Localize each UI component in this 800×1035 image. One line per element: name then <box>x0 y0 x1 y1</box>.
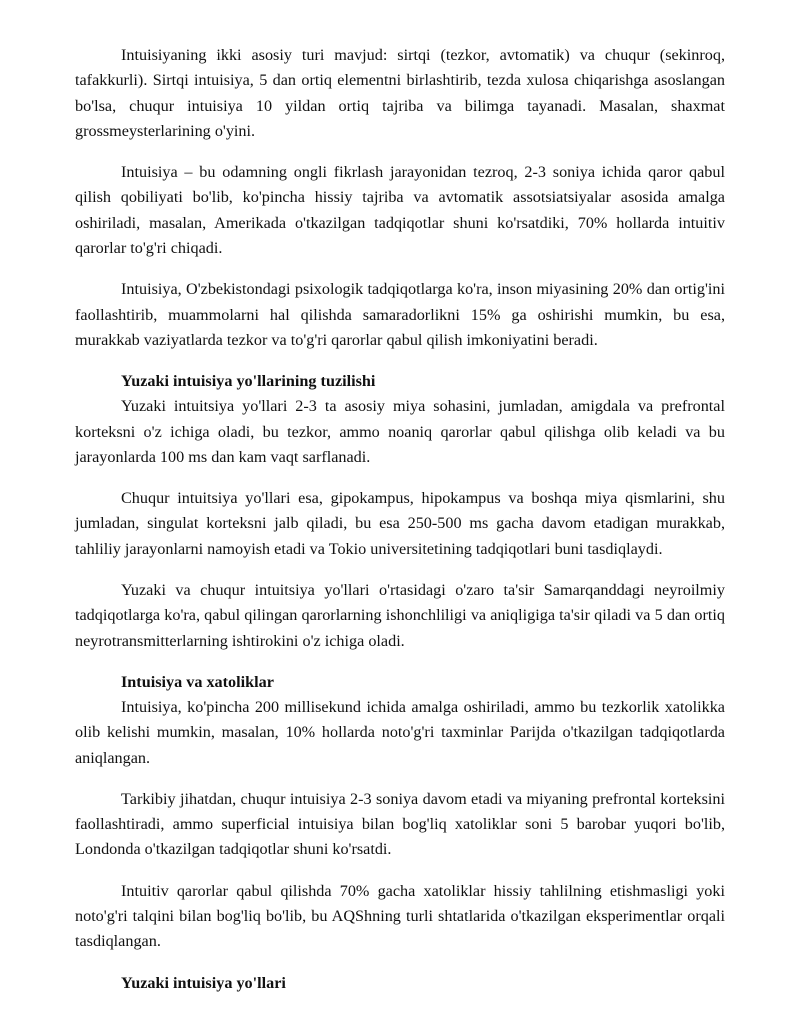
paragraph-errors-london: Tarkibiy jihatdan, chuqur intuisiya 2-3 soniya davom etadi va miyaning prefrontal korteksini faollashtiradi, ammo superficial intuisiya bilan bog'liq xatoliklar soni 5 barobar yuqori bo'lib, Londonda o'tkazilgan tadqiqotlar shuni ko'rsatdi. <box>75 789 725 859</box>
paragraph-spacer <box>75 771 725 787</box>
paragraph-spacer <box>75 144 725 160</box>
paragraph-deep-pathways: Chuqur intuitsiya yo'llari esa, gipokampus, hipokampus va boshqa miya qismlarini, shu jumladan, singulat korteksni jalb qiladi, bu esa 250-500 ms gacha davom etadigan murakkab, tahliliy jarayonlarni namoyish etadi va Tokio universitetining tadqiqotlari buni tasdiqlaydi. <box>75 489 725 558</box>
paragraph-spacer <box>75 562 725 578</box>
section-heading-superficial-structure: Yuzaki intuisiya yo'llarining tuzilishi <box>121 372 376 391</box>
paragraph-pathway-interaction: Yuzaki va chuqur intuitsiya yo'llari o'rtasidagi o'zaro ta'sir Samarqanddagi neyroilmiy tadqiqotlarga ko'ra, qabul qilingan qarorlarning ishonchliligi va aniqligiga ta'sir qiladi va 5 dan ortiq neyrotransmitterlarning ishtirokini o'z ichiga oladi. <box>75 581 725 650</box>
document-page <box>75 43 725 996</box>
paragraph-spacer <box>75 654 725 670</box>
paragraph-spacer <box>75 863 725 879</box>
paragraph-errors-usa: Intuitiv qarorlar qabul qilishda 70% gacha xatoliklar hissiy tahlilning etishmasligi yoki noto'g'ri talqini bilan bog'liq bo'lib, bu AQShning turli shtatlarida o'tkazilgan eksperimentlar orqali tasdiqlangan. <box>75 881 725 951</box>
paragraph-intuition-types: Intuisiyaning ikki asosiy turi mavjud: sirtqi (tezkor, avtomatik) va chuqur (sekinroq, tafakkurli). Sirtqi intuisiya, 5 dan ortiq elementni birlashtirib, tezda xulosa chiqarishga asoslangan bo'lsa, chuqur intuisiya 10 yildan ortiq tajriba va bilimga tayanadi. Masalan, shaxmat grossmeysterlarining o'yini. <box>75 46 725 140</box>
paragraph-errors-paris: Intuisiya, ko'pincha 200 millisekund ichida amalga oshiriladi, ammo bu tezkorlik xatolikka olib kelishi mumkin, masalan, 10% hollarda noto'g'ri taxminlar Parijda o'tkazilgan tadqiqotlarda aniqlangan. <box>75 697 725 767</box>
paragraph-spacer <box>75 955 725 971</box>
section-heading-superficial-pathways: Yuzaki intuisiya yo'llari <box>121 973 286 992</box>
paragraph-superficial-pathways: Yuzaki intuitsiya yo'llari 2-3 ta asosiy miya sohasini, jumladan, amigdala va prefrontal korteksni o'z ichiga oladi, bu tezkor, ammo noaniq qarorlar qabul qilishga olib keladi va bu jarayonlarda 100 ms dan kam vaqt sarflanadi. <box>75 397 725 466</box>
paragraph-spacer <box>75 470 725 486</box>
paragraph-intuition-definition: Intuisiya – bu odamning ongli fikrlash jarayonidan tezroq, 2-3 soniya ichida qaror qabul qilish qobiliyati bo'lib, ko'pincha hissiy tajriba va avtomatik assotsiatsiyalar asosida amalga oshiriladi, masalan, Amerikada o'tkazilgan tadqiqotlar shuni ko'rsatdiki, 70% hollarda intuitiv qarorlar to'g'ri chiqadi. <box>75 163 725 258</box>
paragraph-spacer <box>75 261 725 277</box>
paragraph-intuition-uzbekistan: Intuisiya, O'zbekistondagi psixologik tadqiqotlarga ko'ra, inson miyasining 20% dan ortig'ini faollashtirib, muammolarni hal qilishda samaradorlikni 15% ga oshirishi mumkin, bu esa, murakkab vaziyatlarda tezkor va to'g'ri qarorlar qabul qilish imkoniyatini beradi. <box>75 280 725 349</box>
section-heading-intuition-errors: Intuisiya va xatoliklar <box>121 672 274 691</box>
paragraph-spacer <box>75 353 725 369</box>
